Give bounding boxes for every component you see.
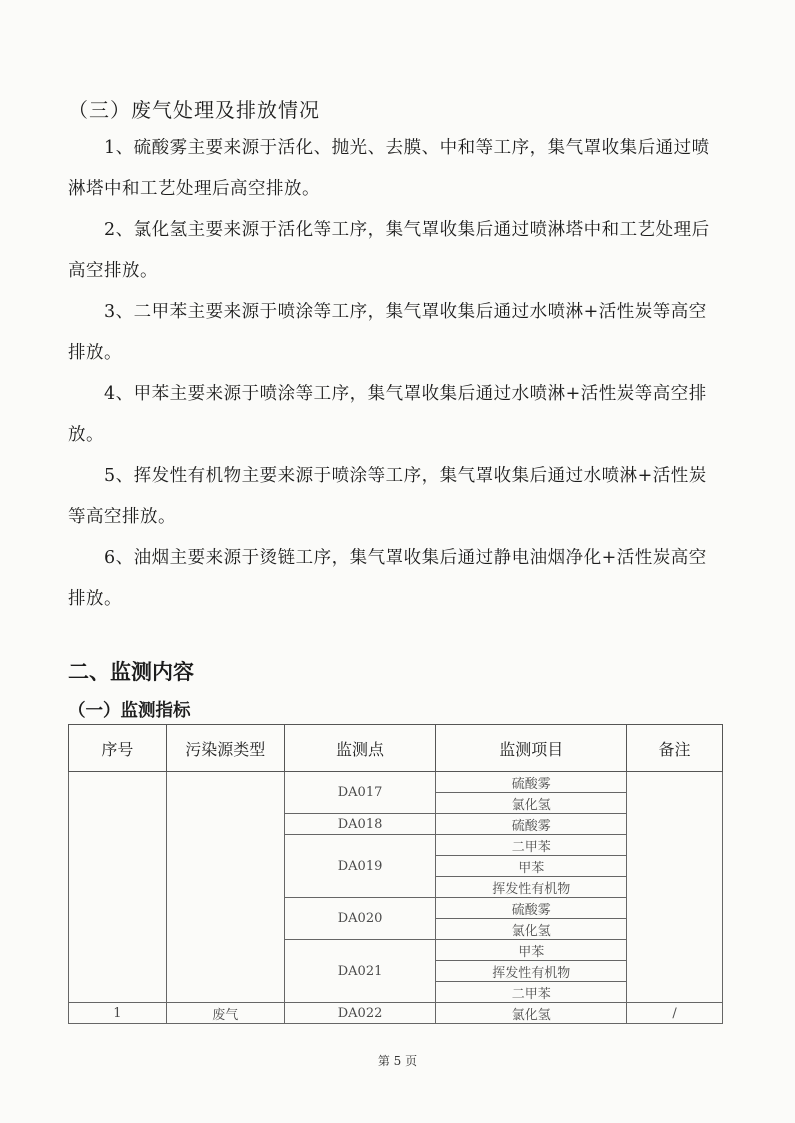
item-cell: 氯化氢 bbox=[436, 793, 627, 814]
paragraph-xylene: 3、二甲苯主要来源于喷涂等工序，集气罩收集后通过水喷淋+活性炭等高空排放。 bbox=[68, 302, 707, 363]
table-header-row bbox=[69, 725, 723, 772]
item-cell: 硫酸雾 bbox=[436, 772, 627, 793]
item-cell: 氯化氢 bbox=[436, 1003, 627, 1024]
monitoring-table bbox=[68, 724, 723, 1024]
page-number: 第 5 页 bbox=[377, 1054, 418, 1068]
paragraph-hydrogen-chloride: 2、氯化氢主要来源于活化等工序，集气罩收集后通过喷淋塔中和工艺处理后高空排放。 bbox=[68, 220, 710, 281]
point-cell-da021: DA021 bbox=[284, 940, 436, 1003]
remark-cell: / bbox=[627, 1003, 723, 1024]
item-cell: 甲苯 bbox=[436, 940, 627, 961]
section-heading-monitoring-content: 二、监测内容 bbox=[68, 660, 194, 684]
item-cell: 挥发性有机物 bbox=[436, 961, 627, 982]
header-remark: 备注 bbox=[627, 725, 723, 772]
item-cell: 甲苯 bbox=[436, 856, 627, 877]
subsection-heading-monitoring-indicators: （一）监测指标 bbox=[68, 701, 191, 721]
paragraph-sulfuric-acid-mist: 1、硫酸雾主要来源于活化、抛光、去膜、中和等工序，集气罩收集后通过喷淋塔中和工艺处理后高空排放。 bbox=[68, 138, 710, 199]
point-cell-da018: DA018 bbox=[284, 814, 436, 835]
item-cell: 二甲苯 bbox=[436, 982, 627, 1003]
point-cell-da017: DA017 bbox=[284, 772, 436, 814]
table-row bbox=[69, 1003, 723, 1024]
paragraph-oil-fume: 6、油烟主要来源于烫链工序，集气罩收集后通过静电油烟净化+活性炭高空排放。 bbox=[68, 548, 707, 609]
type-cell: 废气 bbox=[166, 1003, 284, 1024]
header-seq: 序号 bbox=[69, 725, 167, 772]
remark-cell-blank bbox=[627, 772, 723, 1003]
seq-cell: 1 bbox=[69, 1003, 167, 1024]
item-cell: 硫酸雾 bbox=[436, 814, 627, 835]
item-cell: 氯化氢 bbox=[436, 919, 627, 940]
header-monitoring-point: 监测点 bbox=[284, 725, 436, 772]
point-cell-da019: DA019 bbox=[284, 835, 436, 898]
item-cell: 二甲苯 bbox=[436, 835, 627, 856]
header-monitoring-item: 监测项目 bbox=[436, 725, 627, 772]
point-cell-da022: DA022 bbox=[284, 1003, 436, 1024]
point-cell-da020: DA020 bbox=[284, 898, 436, 940]
paragraph-voc: 5、挥发性有机物主要来源于喷涂等工序，集气罩收集后通过水喷淋+活性炭等高空排放。 bbox=[68, 466, 707, 527]
paragraph-toluene: 4、甲苯主要来源于喷涂等工序，集气罩收集后通过水喷淋+活性炭等高空排放。 bbox=[68, 384, 707, 445]
header-source-type: 污染源类型 bbox=[166, 725, 284, 772]
item-cell: 硫酸雾 bbox=[436, 898, 627, 919]
seq-cell-blank bbox=[69, 772, 167, 1003]
section-heading-exhaust-treatment: （三）废气处理及排放情况 bbox=[68, 98, 320, 122]
type-cell-blank bbox=[166, 772, 284, 1003]
table-row bbox=[69, 772, 723, 793]
item-cell: 挥发性有机物 bbox=[436, 877, 627, 898]
